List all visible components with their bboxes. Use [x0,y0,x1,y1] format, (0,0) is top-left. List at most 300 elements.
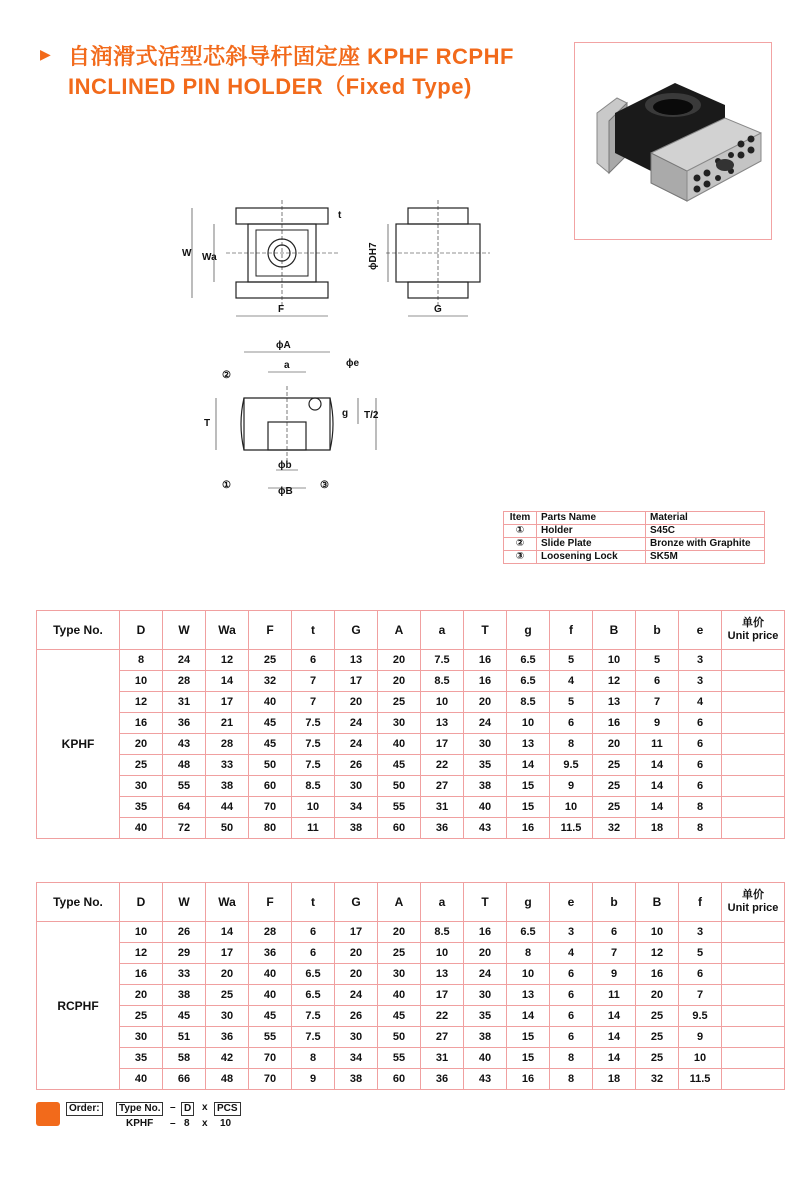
order-dash: – [170,1102,176,1113]
table-cell: 38 [335,818,378,839]
table-cell: 48 [163,755,206,776]
order-label: Order: [66,1102,103,1116]
unit-price-cell [722,818,785,839]
table-row [37,943,785,964]
table-cell: 36 [206,1027,249,1048]
unit-price-en: Unit price [727,902,779,914]
table-cell: 8 [550,734,593,755]
table-row [37,776,785,797]
table-cell: 50 [249,755,292,776]
column-header: D [120,611,163,650]
table-cell: 30 [378,964,421,985]
table-cell: 35 [120,797,163,818]
column-header: f [550,611,593,650]
table-cell: 10 [292,797,335,818]
table-cell: 7.5 [292,1027,335,1048]
table-cell: 70 [249,797,292,818]
table-cell: 40 [249,692,292,713]
unit-price-cell [722,1027,785,1048]
table-cell: 22 [421,1006,464,1027]
label-B: ϕB [278,486,293,497]
table-cell: 4 [550,671,593,692]
table-cell: 6 [292,650,335,671]
kphf-spec-table [36,610,785,839]
table-cell: 66 [163,1069,206,1090]
table-cell: 25 [636,1006,679,1027]
parts-header-name: Parts Name [537,512,646,525]
table-row [37,713,785,734]
spec-header-row [37,883,785,922]
column-header: e [679,611,722,650]
table-cell: 3 [679,922,722,943]
table-cell: 6 [550,713,593,734]
column-header: B [593,611,636,650]
table-cell: 25 [206,985,249,1006]
parts-header-item: Item [504,512,537,525]
table-cell: 8 [679,797,722,818]
table-cell: 13 [421,713,464,734]
table-cell: 5 [550,650,593,671]
table-cell: 4 [679,692,722,713]
table-cell: 38 [335,1069,378,1090]
column-header: A [378,611,421,650]
table-cell: 7 [679,985,722,1006]
table-cell: 7.5 [292,734,335,755]
table-cell: 31 [421,1048,464,1069]
table-cell: 6 [679,755,722,776]
table-cell: 36 [421,1069,464,1090]
unit-price-cell [722,692,785,713]
table-cell: 45 [378,1006,421,1027]
label-Wa: Wa [202,252,217,263]
table-cell: 14 [507,755,550,776]
table-cell: 60 [378,818,421,839]
label-t: t [338,210,342,221]
column-header: a [421,611,464,650]
label-callout-2: ② [222,370,231,381]
table-cell: 55 [378,797,421,818]
table-cell: 8 [550,1048,593,1069]
table-cell: 30 [120,776,163,797]
table-cell: 21 [206,713,249,734]
table-row [37,755,785,776]
table-cell: 15 [507,1048,550,1069]
table-cell: 13 [507,985,550,1006]
column-header: a [421,883,464,922]
table-cell: 40 [249,964,292,985]
table-cell: 80 [249,818,292,839]
table-cell: 64 [163,797,206,818]
table-cell: 45 [163,1006,206,1027]
table-cell: 12 [593,671,636,692]
table-cell: 50 [378,1027,421,1048]
table-cell: 30 [120,1027,163,1048]
column-header: F [249,883,292,922]
column-header: g [507,611,550,650]
column-header: T [464,611,507,650]
table-cell: 11 [593,985,636,1006]
table-row [37,985,785,1006]
label-g: g [342,408,349,419]
table-cell: 17 [335,671,378,692]
table-cell: 10 [120,671,163,692]
unit-price-cell [722,650,785,671]
column-header: t [292,611,335,650]
table-cell: 40 [464,1048,507,1069]
table-cell: 60 [249,776,292,797]
unit-price-cell [722,1069,785,1090]
type-no-header: Type No. [37,611,120,650]
label-callout-1: ① [222,480,231,491]
table-cell: 20 [378,650,421,671]
table-cell: 18 [593,1069,636,1090]
table-cell: 17 [206,943,249,964]
table-cell: 40 [378,734,421,755]
table-row [37,671,785,692]
table-cell: 45 [378,755,421,776]
table-cell: 17 [421,734,464,755]
table-cell: 9.5 [550,755,593,776]
order-d-box: D [181,1102,194,1116]
table-cell: 51 [163,1027,206,1048]
table-cell: 22 [421,755,464,776]
table-cell: 55 [378,1048,421,1069]
table-cell: 8 [120,650,163,671]
table-cell: 7 [593,943,636,964]
label-A: ϕA [276,340,291,351]
table-cell: 16 [507,818,550,839]
parts-cell: SK5M [646,551,765,564]
label-F: F [278,304,285,315]
table-cell: 17 [206,692,249,713]
table-cell: 38 [464,1027,507,1048]
table-cell: 6.5 [507,650,550,671]
table-row [37,1048,785,1069]
table-cell: 6 [679,734,722,755]
table-cell: 9 [292,1069,335,1090]
technical-drawing [170,190,550,510]
label-G: G [434,304,442,315]
column-header: f [679,883,722,922]
table-cell: 40 [378,985,421,1006]
table-cell: 7 [292,692,335,713]
table-cell: 20 [335,943,378,964]
table-cell: 33 [206,755,249,776]
table-cell: 7.5 [292,713,335,734]
table-cell: 10 [507,964,550,985]
column-header: D [120,883,163,922]
table-row [37,1006,785,1027]
table-cell: 20 [120,985,163,1006]
table-row [37,922,785,943]
type-no-cell: RCPHF [37,922,120,1090]
order-example-qty: 10 [220,1118,232,1129]
table-cell: 25 [636,1048,679,1069]
table-cell: 10 [636,922,679,943]
table-cell: 38 [163,985,206,1006]
table-cell: 24 [464,964,507,985]
table-cell: 3 [679,671,722,692]
label-T2: T/2 [364,410,379,421]
table-cell: 45 [249,1006,292,1027]
unit-price-header [722,883,785,922]
table-cell: 11 [292,818,335,839]
type-no-cell: KPHF [37,650,120,839]
table-cell: 12 [120,692,163,713]
table-cell: 24 [335,713,378,734]
table-cell: 14 [206,671,249,692]
table-cell: 50 [206,818,249,839]
table-cell: 28 [249,922,292,943]
table-cell: 28 [206,734,249,755]
parts-cell: S45C [646,525,765,538]
table-cell: 15 [507,1027,550,1048]
table-cell: 24 [335,734,378,755]
table-cell: 15 [507,776,550,797]
table-cell: 7.5 [421,650,464,671]
table-cell: 9 [593,964,636,985]
table-cell: 7 [292,671,335,692]
table-cell: 27 [421,776,464,797]
column-header: F [249,611,292,650]
table-cell: 58 [163,1048,206,1069]
table-cell: 18 [636,818,679,839]
unit-price-cell [722,985,785,1006]
table-cell: 55 [249,1027,292,1048]
table-cell: 70 [249,1069,292,1090]
column-header: W [163,883,206,922]
title-chinese: 自润滑式活型芯斜导杆固定座 KPHF RCPHF [68,44,514,69]
column-header: b [593,883,636,922]
table-cell: 25 [593,776,636,797]
table-cell: 10 [507,713,550,734]
title-arrow-icon: ▶ [40,46,51,62]
parts-cell: ② [504,538,537,551]
unit-price-cell [722,755,785,776]
table-cell: 12 [636,943,679,964]
table-cell: 30 [464,985,507,1006]
table-row [37,1069,785,1090]
table-cell: 42 [206,1048,249,1069]
table-cell: 5 [636,650,679,671]
table-cell: 6 [550,964,593,985]
table-cell: 29 [163,943,206,964]
table-cell: 7.5 [292,1006,335,1027]
parts-header-row [504,512,765,525]
table-cell: 34 [335,1048,378,1069]
table-cell: 11.5 [679,1069,722,1090]
table-cell: 44 [206,797,249,818]
column-header: T [464,883,507,922]
unit-price-cell [722,1048,785,1069]
table-cell: 13 [335,650,378,671]
table-cell: 6.5 [292,964,335,985]
table-cell: 30 [335,1027,378,1048]
order-x: x [202,1102,208,1113]
unit-price-en: Unit price [727,630,779,642]
table-cell: 6 [593,922,636,943]
table-cell: 10 [593,650,636,671]
product-photo [574,42,772,240]
table-cell: 8 [679,818,722,839]
table-cell: 3 [550,922,593,943]
column-header: g [507,883,550,922]
table-cell: 20 [464,692,507,713]
table-cell: 9 [550,776,593,797]
table-cell: 25 [593,797,636,818]
table-cell: 20 [120,734,163,755]
label-b: ϕb [278,460,292,471]
table-cell: 12 [120,943,163,964]
table-cell: 20 [378,671,421,692]
table-row [37,1027,785,1048]
table-cell: 8.5 [421,922,464,943]
table-cell: 6 [292,922,335,943]
unit-price-cell [722,671,785,692]
unit-price-cn: 单价 [742,617,764,629]
table-cell: 11 [636,734,679,755]
table-cell: 26 [335,1006,378,1027]
table-cell: 8.5 [507,692,550,713]
table-cell: 13 [507,734,550,755]
table-cell: 9 [636,713,679,734]
unit-price-cell [722,734,785,755]
column-header: b [636,611,679,650]
table-cell: 17 [421,985,464,1006]
unit-price-header [722,611,785,650]
table-cell: 36 [249,943,292,964]
column-header: G [335,611,378,650]
column-header: G [335,883,378,922]
label-e: ϕe [346,358,360,369]
parts-cell: ③ [504,551,537,564]
table-cell: 24 [163,650,206,671]
table-cell: 10 [120,922,163,943]
label-DH7: ϕDH7 [368,242,379,270]
table-cell: 16 [593,713,636,734]
column-header: B [636,883,679,922]
table-row [37,650,785,671]
table-cell: 43 [464,1069,507,1090]
table-cell: 25 [378,943,421,964]
parts-table [503,511,765,564]
table-cell: 14 [593,1006,636,1027]
unit-price-cell [722,797,785,818]
table-cell: 6 [679,776,722,797]
table-cell: 70 [249,1048,292,1069]
label-W: W [182,248,192,259]
table-cell: 25 [593,755,636,776]
table-cell: 14 [636,755,679,776]
table-cell: 10 [421,692,464,713]
table-cell: 7 [636,692,679,713]
table-cell: 40 [120,818,163,839]
table-cell: 7.5 [292,755,335,776]
table-cell: 20 [335,964,378,985]
unit-price-cn: 单价 [742,889,764,901]
table-cell: 40 [249,985,292,1006]
table-row [37,734,785,755]
table-cell: 13 [593,692,636,713]
parts-row [504,538,765,551]
column-header: A [378,883,421,922]
table-cell: 26 [163,922,206,943]
table-cell: 20 [593,734,636,755]
unit-price-cell [722,1006,785,1027]
table-cell: 72 [163,818,206,839]
unit-price-cell [722,922,785,943]
table-cell: 6 [679,713,722,734]
table-cell: 16 [464,671,507,692]
table-cell: 20 [378,922,421,943]
table-cell: 24 [335,985,378,1006]
table-cell: 30 [378,713,421,734]
table-cell: 31 [163,692,206,713]
table-cell: 24 [464,713,507,734]
table-cell: 5 [679,943,722,964]
column-header: Wa [206,611,249,650]
order-type-box: Type No. [116,1102,163,1116]
table-cell: 14 [593,1027,636,1048]
table-cell: 35 [464,755,507,776]
table-cell: 6.5 [292,985,335,1006]
table-cell: 8 [550,1069,593,1090]
table-cell: 35 [120,1048,163,1069]
parts-cell: Holder [537,525,646,538]
table-cell: 10 [679,1048,722,1069]
table-cell: 16 [464,650,507,671]
table-cell: 40 [464,797,507,818]
table-cell: 6.5 [507,922,550,943]
unit-price-cell [722,776,785,797]
spec-header-row [37,611,785,650]
table-cell: 31 [421,797,464,818]
table-cell: 8.5 [421,671,464,692]
parts-header-material: Material [646,512,765,525]
table-cell: 25 [120,1006,163,1027]
parts-cell: Slide Plate [537,538,646,551]
parts-row [504,551,765,564]
table-cell: 6 [550,1006,593,1027]
phone-icon [36,1102,60,1126]
table-cell: 16 [636,964,679,985]
table-cell: 8 [292,1048,335,1069]
table-cell: 5 [550,692,593,713]
table-cell: 30 [464,734,507,755]
table-cell: 34 [335,797,378,818]
table-cell: 3 [679,650,722,671]
order-example-type: KPHF [126,1118,154,1129]
table-cell: 20 [206,964,249,985]
table-cell: 9 [679,1027,722,1048]
rcphf-spec-table [36,882,785,1090]
table-cell: 25 [249,650,292,671]
table-cell: 8.5 [292,776,335,797]
table-cell: 25 [120,755,163,776]
table-cell: 38 [464,776,507,797]
table-cell: 30 [335,776,378,797]
order-pcs-box: PCS [214,1102,241,1116]
table-cell: 20 [636,985,679,1006]
column-header: t [292,883,335,922]
label-a: a [284,360,290,371]
table-cell: 6 [636,671,679,692]
table-cell: 16 [464,922,507,943]
table-cell: 8 [507,943,550,964]
parts-cell: Bronze with Graphite [646,538,765,551]
table-cell: 14 [206,922,249,943]
table-cell: 25 [636,1027,679,1048]
